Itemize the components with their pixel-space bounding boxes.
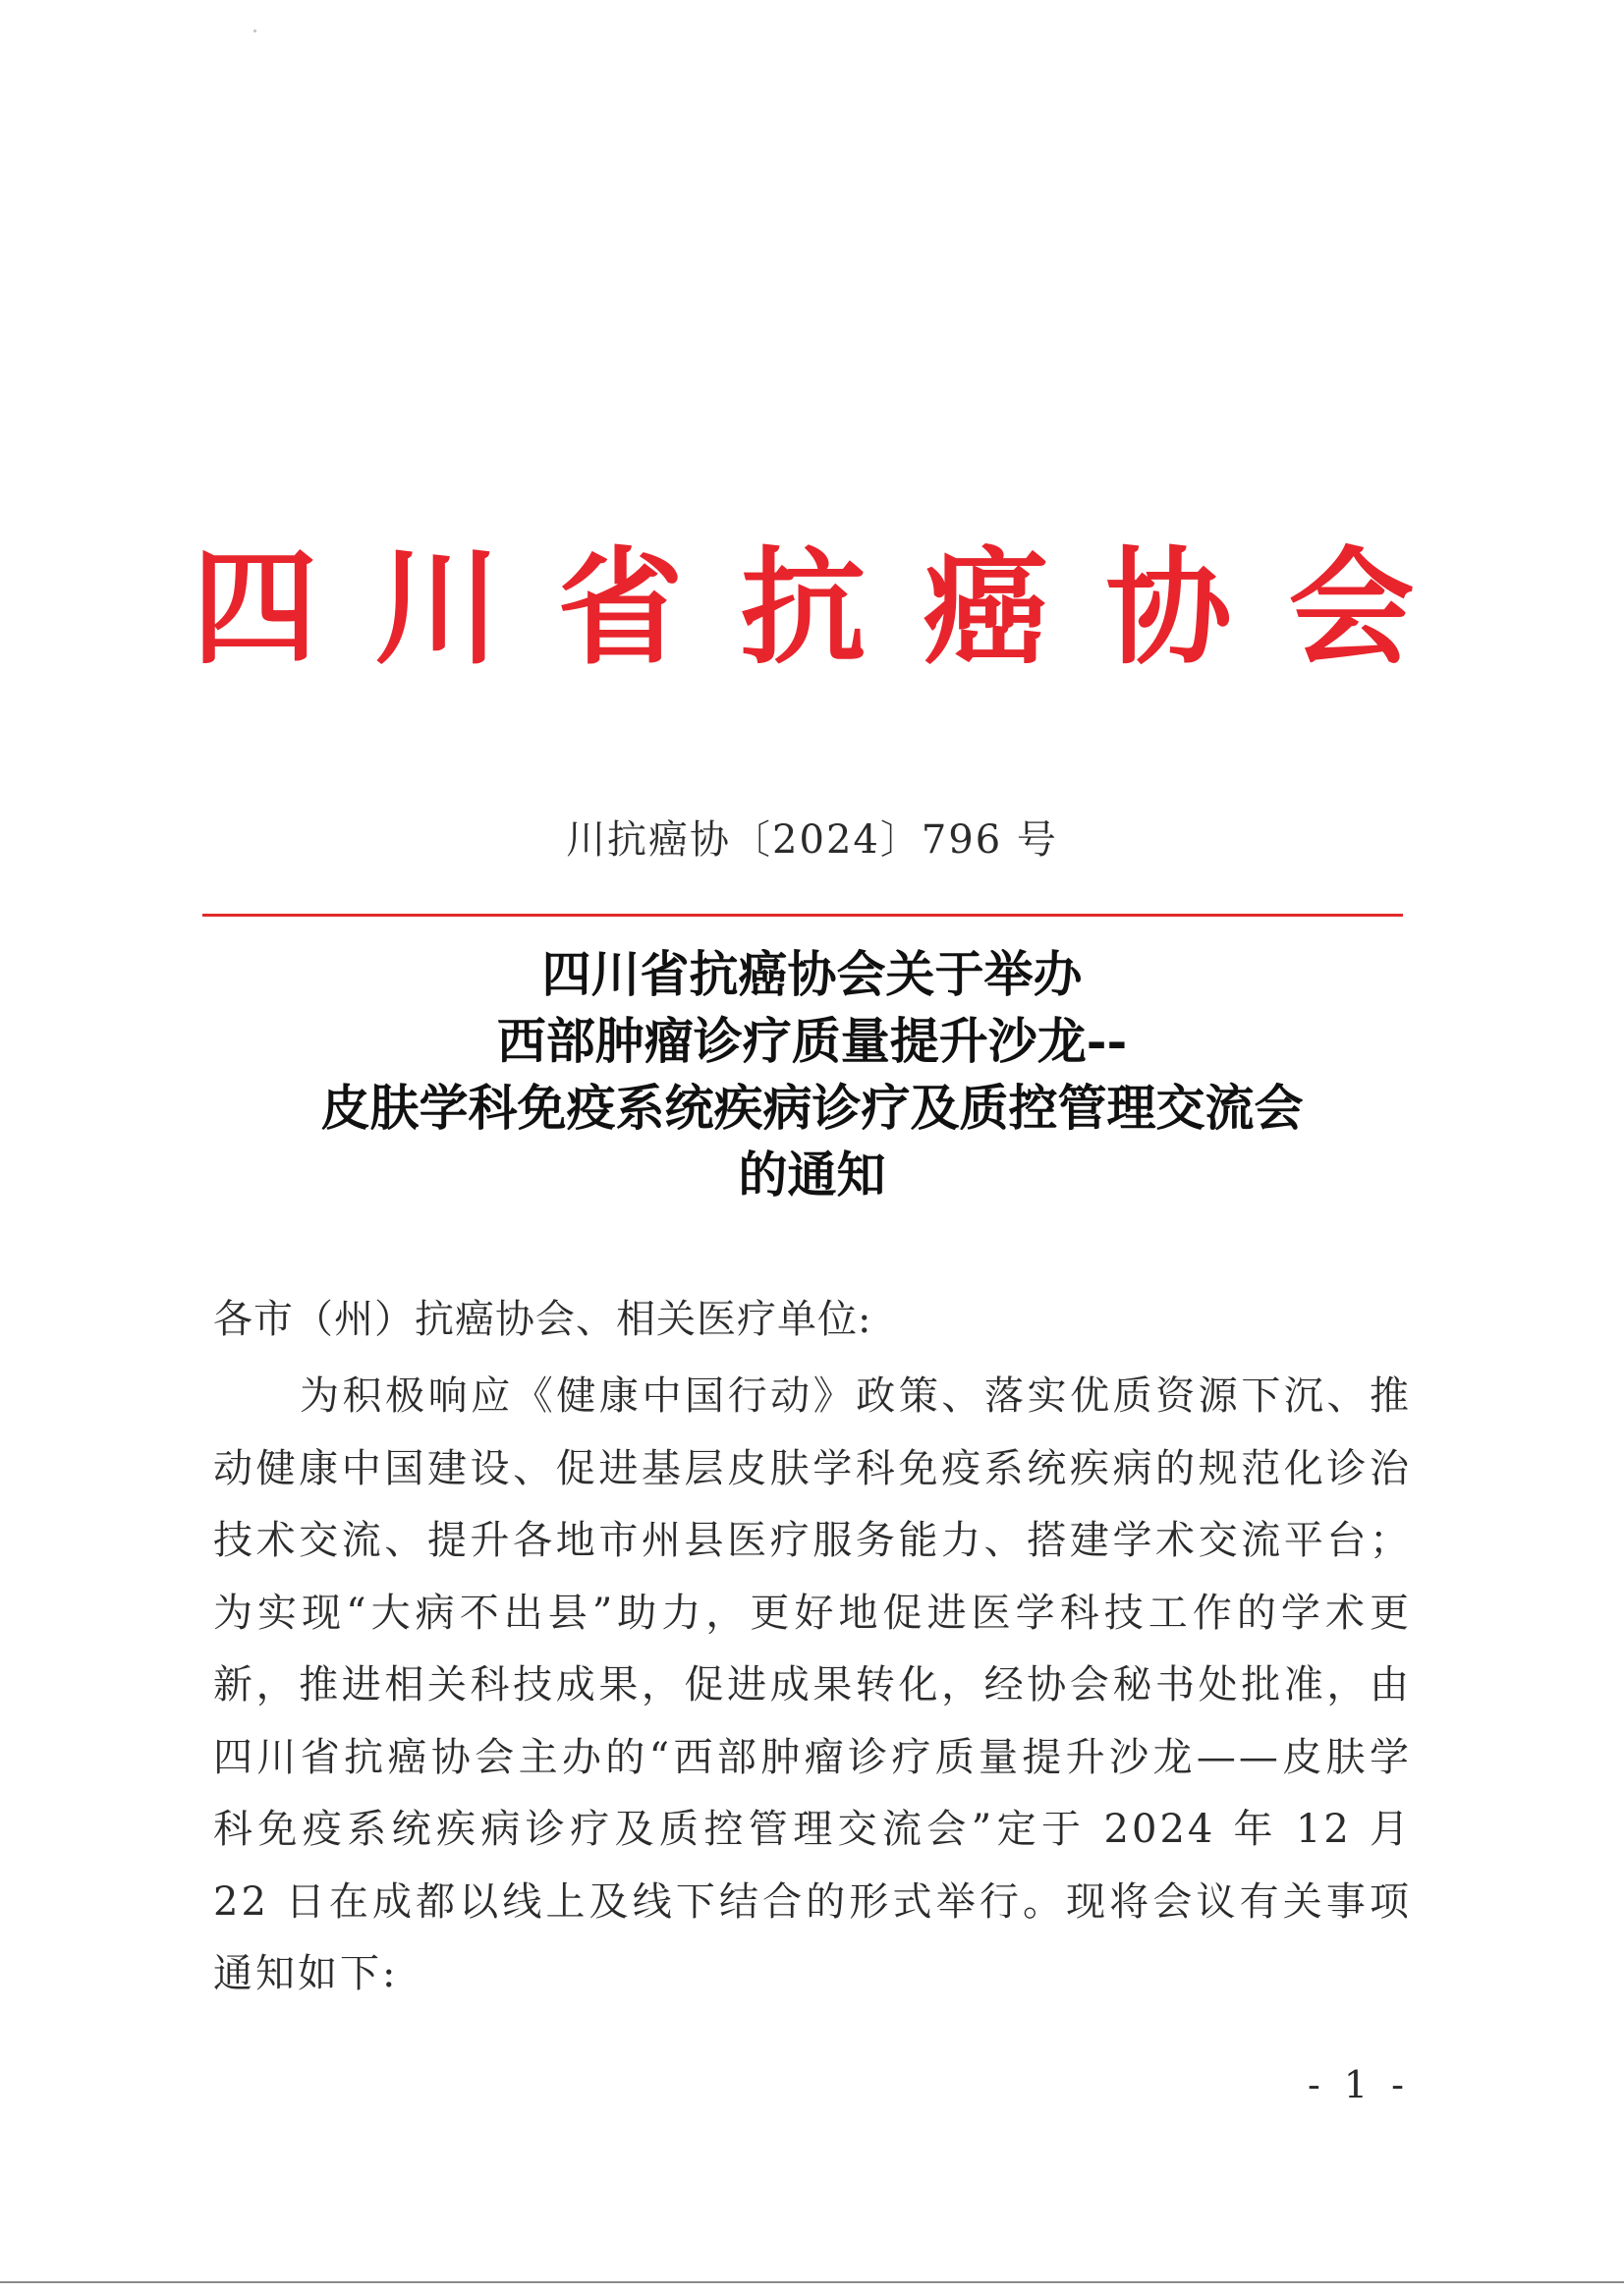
salutation: 各市（州）抗癌协会、相关医疗单位: [213, 1297, 872, 1342]
title-line: 的通知 [738, 1146, 886, 1203]
title-line: 皮肤学科免疫系统疾病诊疗及质控管理交流会 [320, 1079, 1304, 1137]
title-line: 西部肿瘤诊疗质量提升沙龙-- [496, 1012, 1128, 1070]
scan-speck [253, 29, 256, 32]
document-number: 川抗癌协〔2024〕796 号 [566, 817, 1058, 863]
document-title [0, 941, 1624, 1208]
scan-bottom-edge [0, 2281, 1624, 2283]
title-line: 四川省抗癌协会关于举办 [541, 945, 1083, 1003]
body-paragraph: 为积极响应《健康中国行动》政策、落实优质资源下沉、推动健康中国建设、促进基层皮肤学科免疫系统疾病的规范化诊治技术交流、提升各地市州县医疗服务能力、搭建学术交流平台；为实现“大病不出县”助力，更好地促进医学科技工作的学术更新，推进相关科技成果，促进成果转化，经协会秘书处批准，由四川省抗癌协会主办的“西部肿瘤诊疗质量提升沙龙——皮肤学科免疫系统疾病诊疗及质控管理交流会”定于 2024 年 12 月 22 日在成都以线上及线下结合的形式举行。现将会议有关事项通知如下: [213, 1373, 1412, 1996]
page-number: - 1 - [1307, 2063, 1410, 2106]
organization-header: 四川省抗癌协会 [192, 535, 1472, 682]
header-divider [202, 914, 1403, 917]
